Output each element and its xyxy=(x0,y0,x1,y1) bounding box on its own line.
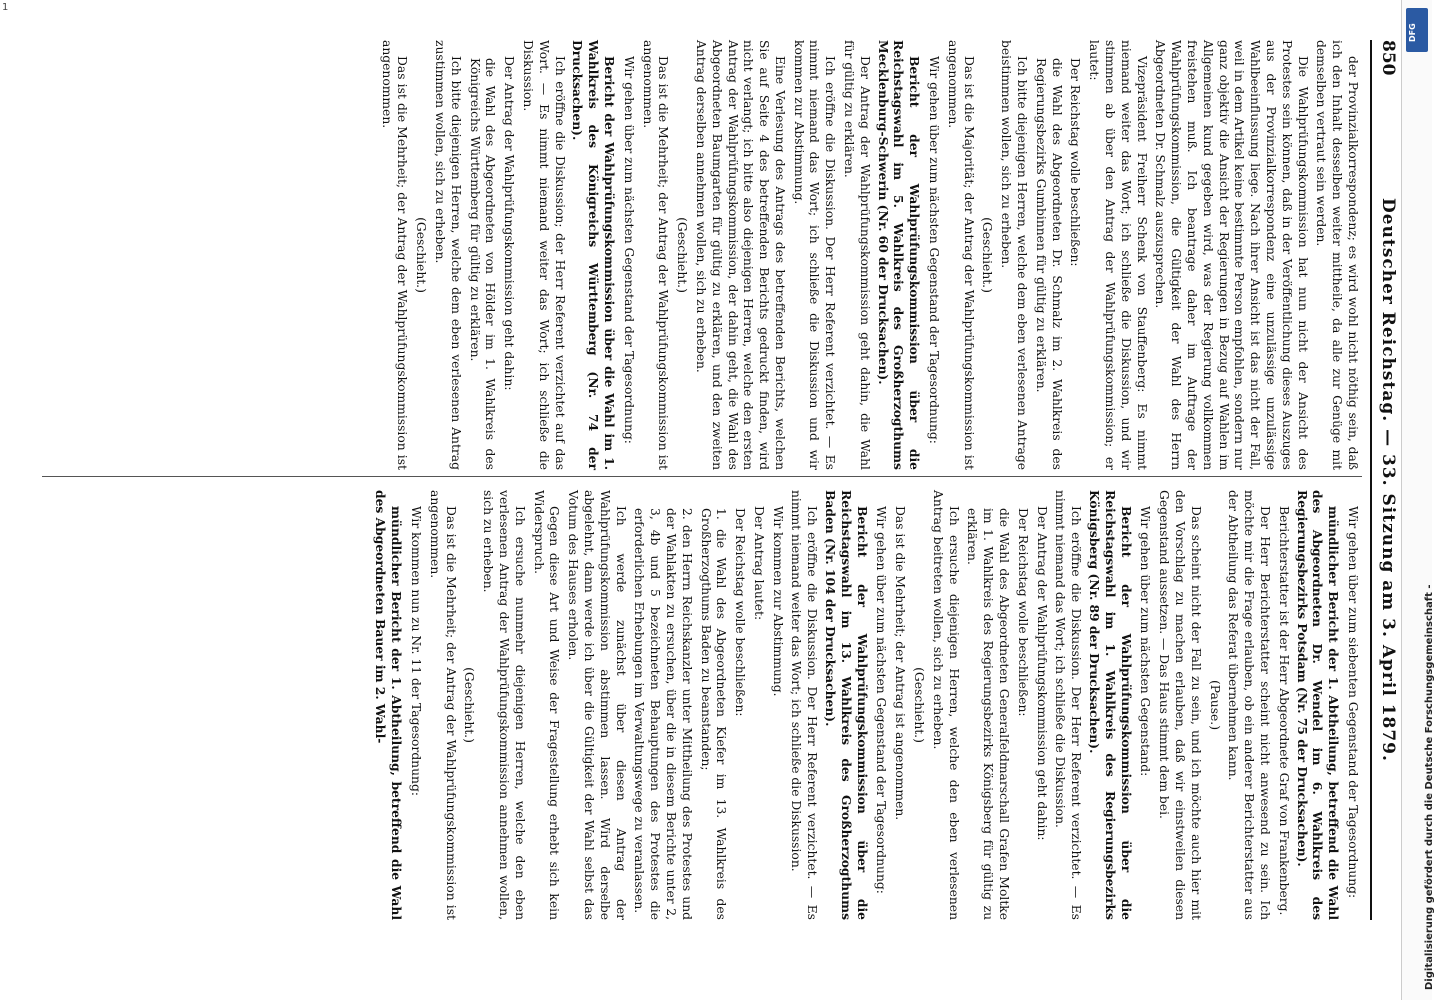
right-column-paragraph: Ich eröffne die Diskussion. Der Herr Referent verzichtet. — Es nimmt niemand das Wort; ich schließe die Diskussion. xyxy=(1053,490,1084,920)
right-column-paragraph: Ich ersuche nunmehr diejenigen Herren, welche den eben verlesenen Antrag der Wahlprüfungskommission annehmen wollen, sich zu erheben. xyxy=(481,490,527,920)
left-column-paragraph: Das ist die Mehrheit; der Antrag der Wahlprüfungskommission ist angenommen. xyxy=(379,40,410,470)
left-column-paragraph: (Geschieht.) xyxy=(414,217,429,293)
right-column-paragraph: Der Antrag lautet: xyxy=(751,506,766,621)
page-header xyxy=(1370,40,1402,920)
left-column-paragraph: Wir gehen über zum nächsten Gegenstand der Tagesordnung: xyxy=(621,56,636,444)
right-column-paragraph: Ich eröffne die Diskussion. Der Herr Referent verzichtet. — Es nimmt niemand weiter das Wort; ich schließe die Diskussion. xyxy=(789,490,820,920)
page-title: Deutscher Reichstag. — 33. Sitzung am 3. April 1879. xyxy=(1378,198,1398,762)
right-column-paragraph: die Wahl des Abgeordneten Generalfeldmarschall Grafen Moltke im 1. Wahlkreis des Regierungsbezirks Königsberg für gültig zu erklären. xyxy=(965,508,1012,920)
right-column-paragraph: Wir gehen über zum siebenten Gegenstand der Tagesordnung: xyxy=(1346,506,1360,899)
left-column-paragraph: Der Antrag der Wahlprüfungskommission geht dahin, die Wahl für gültig zu erklären. xyxy=(842,40,872,470)
right-column-paragraph: mündlicher Bericht der 1. Abtheilung, betreffend die Wahl des Abgeordneten Bauer im 2. Wahl- xyxy=(373,490,405,920)
dfg-logo: DFG xyxy=(1406,8,1428,52)
right-column-paragraph: Der Reichstag wolle beschließen: xyxy=(1015,508,1030,717)
right-column-paragraph: Das ist die Mehrheit; der Antrag der Wahlprüfungskommission ist angenommen. xyxy=(427,490,458,920)
funding-notice: Digitalisierung gefördert durch die Deutsche Forschungsgemeinschaft - xyxy=(1424,584,1435,990)
right-column-paragraph: Der Herr Berichterstatter scheint nicht anwesend zu sein. Ich möchte mir die Frage erlauben, ob ein anderer Berichterstatter aus der Abtheilung das Referat übernehmen kann. xyxy=(1226,490,1273,920)
left-column-paragraph: Eine Verlesung des Antrags des betreffenden Berichts, welchen Sie auf Seite 4 des betreffenden Berichts gedruckt finden, wird nicht verlangt; ich bitte also diejenigen Herren, welche den ersten Antrag der Wahlprüfungskommission, der dahin geht, die Wahl des Abgeordneten Baumgarten für gültig zu erklären, und den zweiten Antrag derselben annehmen wollen, sich zu erheben. xyxy=(693,40,787,470)
left-column-paragraph: Wir gehen über zum nächsten Gegenstand der Tagesordnung: xyxy=(927,56,942,444)
left-column-paragraph: Der Reichstag wolle beschließen: xyxy=(1068,58,1083,267)
right-column-paragraph: Gegen diese Art und Weise der Fragestellung erhebt sich kein Widerspruch. xyxy=(531,490,562,920)
right-column-paragraph: (Geschieht.) xyxy=(912,667,927,743)
right-column-paragraph: (Pause.) xyxy=(1207,679,1222,731)
right-column-paragraph: 1. die Wahl des Abgeordneten Kiefer im 13. Wahlkreis des Großherzogthums Baden zu beanstanden; xyxy=(698,508,729,920)
right-column-paragraph: Ich werde zunächst über diesen Antrag der Wahlprüfungskommission abstimmen lassen. Wird derselbe abgelehnt, dann werde ich über die Gültigkeit der Wahl selbst das Votum des Hauses erholen. xyxy=(566,490,628,920)
right-column-paragraph: 2. den Herrn Reichskanzler unter Mittheilung des Protestes und der Wahlakten zu ersuchen, über die in diesem Berichte unter 2, 3, 4b und 5 bezeichneten Behauptungen des Protestes die erforderlichen Erhebungen im Verwaltungswege zu veranlassen. xyxy=(632,508,694,920)
right-column-paragraph: Bericht der Wahlprüfungskommission über die Reichstagswahl im 1. Wahlkreis des Regierungsbezirks Königsberg (Nr. 89 der Drucksachen). xyxy=(1087,490,1134,920)
left-column-paragraph: Bericht der Wahlprüfungskommission über die Wahl im 1. Wahlkreis des Königreichs Württemberg (Nr. 74 der Drucksachen). xyxy=(570,40,617,470)
column-divider xyxy=(42,476,1362,477)
right-column-paragraph: Wir kommen zur Abstimmung. xyxy=(770,506,785,697)
right-column-paragraph: (Geschieht.) xyxy=(462,667,477,743)
right-column-paragraph: Das scheint nicht der Fall zu sein, und ich möchte auch hier mit den Vorschlag zu machen erlauben, daß wir einstweilen diesen Gegenstand aussetzen. — Das Haus stimmt dem bei. xyxy=(1157,490,1203,920)
left-column-paragraph: (Geschieht.) xyxy=(675,217,690,293)
left-column-paragraph: Das ist die Mehrheit; der Antrag der Wahlprüfungskommission ist angenommen. xyxy=(640,40,671,470)
right-column-paragraph: mündlicher Bericht der 1. Abtheilung, betreffend die Wahl des Abgeordneten Dr. Wendel im 6. Wahlkreis des Regierungsbezirks Potsdam (Nr. 75 der Drucksachen). xyxy=(1294,490,1342,920)
right-column-paragraph: Bericht der Wahlprüfungskommission über die Reichstagswahl im 13. Wahlkreis des Großherzogthums Baden (Nr. 104 der Drucksachen). xyxy=(823,490,870,920)
corner-mark: 1 xyxy=(2,2,9,13)
left-column-paragraph: die Wahl des Abgeordneten Dr. Schmalz im 2. Wahlkreis des Regierungsbezirks Gumbinnen für gültig zu erklären. xyxy=(1033,58,1064,470)
right-column-paragraph: Wir gehen über zum nächsten Gegenstand der Tagesordnung: xyxy=(874,506,889,894)
digitization-strip xyxy=(1401,0,1435,1000)
left-column-paragraph: Ich bitte diejenigen Herren, welche dem eben verlesenen Antrage beistimmen wollen, sich zu erheben. xyxy=(999,40,1030,470)
left-column-paragraph: Der Antrag der Wahlprüfungskommission geht dahin: xyxy=(502,56,517,391)
left-column-paragraph: Die Wahlprüfungskommission hat nun nicht der Ansicht des Protestes sein können, daß in der Veröffentlichung dieses Auszuges aus der Provinzialkorrespondenz eine unzulässige unzulässige Wahlbeeinflussung liege. Nach ihrer Ansicht ist das nicht der Fall, weil in dem Artikel keine bestimmte Person empfohlen, sondern nur ganz objektiv die Ansicht der Regierungen in Bezug auf Wahlen im Allgemeinen kund gegeben wird, was der Regierung vollkommen freistehen muß. Ich beantrage daher im Auftrage der Wahlprüfungskommission, die Gültigkeit der Wahl des Herrn Abgeordneten Dr. Schmalz auszusprechen. xyxy=(1153,40,1310,470)
left-column-paragraph: Ich eröffne die Diskussion. Der Herr Referent verzichtet. — Es nimmt niemand das Wort; ich schließe die Diskussion und wir kommen zur Abstimmung. xyxy=(791,40,838,470)
left-column xyxy=(40,40,1360,470)
right-column-paragraph: Wir kommen nun zu Nr. 11 der Tagesordnung: xyxy=(408,506,423,796)
right-column-paragraph: Wir gehen über zum nächsten Gegenstand: xyxy=(1138,506,1153,777)
left-column-paragraph: Das ist die Majorität; der Antrag der Wahlprüfungskommission ist angenommen. xyxy=(945,40,976,470)
page-number: 850 xyxy=(1378,40,1398,76)
left-column-paragraph: Bericht der Wahlprüfungskommission über die Reichstagswahl im 5. Wahlkreis des Großherzogthums Mecklenburg-Schwerin (Nr. 60 der Drucksachen). xyxy=(875,40,923,470)
left-column-paragraph: die Wahl des Abgeordneten von Hölder im 1. Wahlkreis des Königreichs Württemberg für gültig zu erklären. xyxy=(467,58,498,470)
left-column-paragraph: der Provinzialkorrespondenz; es wird wohl nicht nöthig sein, daß ich den Inhalt desselben weiter mittheile, da alle zur Genüge mit demselben vertraut sein werden. xyxy=(1314,40,1360,470)
right-column-paragraph: Das ist die Mehrheit; der Antrag ist angenommen. xyxy=(893,506,908,821)
right-column xyxy=(40,490,1360,920)
left-column-paragraph: Ich bitte diejenigen Herren, welche dem eben verlesenen Antrag zustimmen wollen, sich zu erheben. xyxy=(432,40,463,470)
left-column-paragraph: Ich eröffne die Diskussion; der Herr Referent verzichtet auf das Wort. — Es nimmt niemand weiter das Wort; ich schließe die Diskussion. xyxy=(520,40,567,470)
left-column-paragraph: Vizepräsident Freiherr Schenk von Stauffenberg: Es nimmt niemand weiter das Wort; ich schließe die Diskussion, und wir stimmen ab über den Antrag der Wahlprüfungskommission; er lautet: xyxy=(1087,40,1149,470)
left-column-paragraph: (Geschieht.) xyxy=(980,217,995,293)
right-column-paragraph: Der Antrag der Wahlprüfungskommission geht dahin: xyxy=(1034,506,1049,841)
right-column-paragraph: Der Reichstag wolle beschließen: xyxy=(733,508,748,717)
right-column-paragraph: Ich ersuche diejenigen Herren, welche den eben verlesenen Antrag beitreten wollen, sich zu erheben. xyxy=(930,490,961,920)
right-column-paragraph: Berichterstatter ist der Herr Abgeordnete Graf von Frankenberg. xyxy=(1276,506,1291,916)
